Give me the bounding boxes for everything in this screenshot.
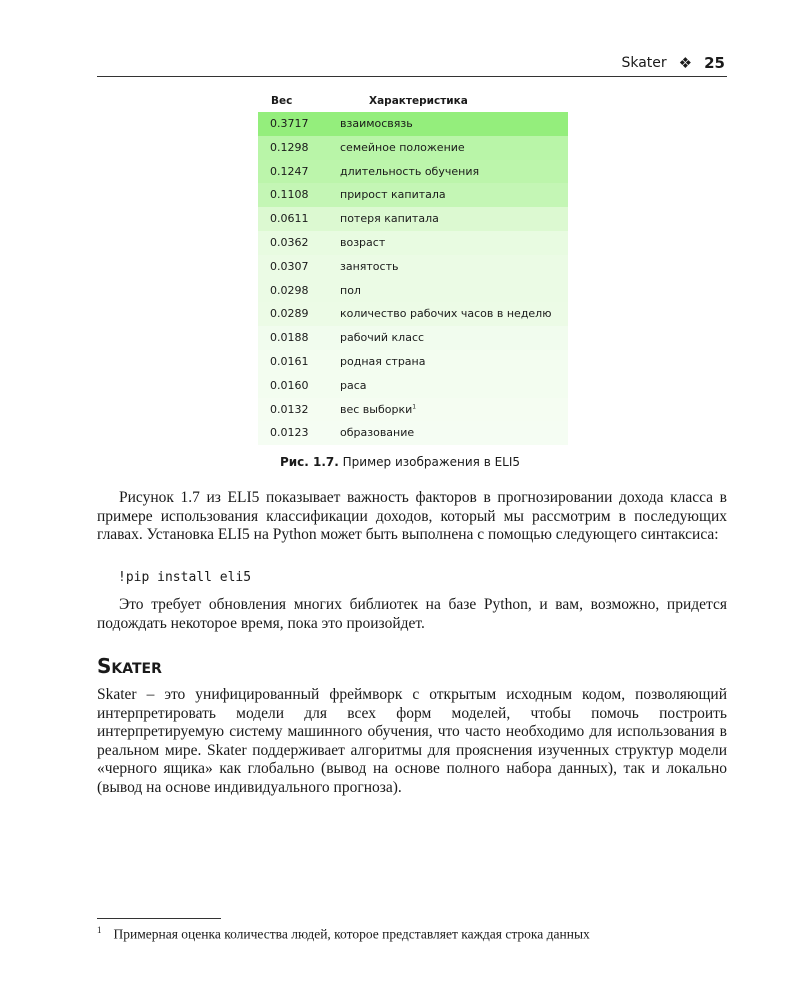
- footnote: [97, 925, 737, 943]
- feature-label: занятость: [340, 259, 399, 273]
- feature-name: [340, 260, 398, 273]
- feature-label: рабочий класс: [340, 331, 425, 345]
- weight-value: 0.0132: [270, 402, 309, 416]
- code-install-command: !pip install eli5: [118, 570, 252, 585]
- feature-name: [340, 188, 446, 201]
- figure-caption-text: Пример изображения в ELI5: [338, 455, 521, 469]
- paragraph-eli5-note: Это требует обновления многих библиотек на базе Python, и вам, возможно, придется подождать некоторое время, пока это произойдет.: [97, 596, 727, 632]
- weight-value: 0.3717: [270, 117, 309, 130]
- feature-name: [340, 403, 416, 416]
- feature-name: [340, 284, 361, 297]
- separator-icon: ❖: [678, 54, 693, 72]
- weight-value: 0.1108: [270, 188, 309, 202]
- feature-label: количество рабочих часов в неделю: [340, 307, 552, 321]
- footnote-number: 1: [97, 925, 102, 935]
- section-heading-skater: Skater: [97, 654, 162, 678]
- feature-label: взаимосвязь: [340, 117, 413, 130]
- feature-name: [340, 355, 425, 368]
- feature-label: пол: [340, 283, 361, 297]
- table-header: [258, 92, 568, 112]
- table-row: [258, 302, 568, 326]
- feature-label: семейное положение: [340, 140, 465, 154]
- weight-value: 0.0161: [270, 354, 309, 368]
- weight-value: 0.0298: [270, 283, 309, 297]
- table-row: [258, 374, 568, 398]
- feature-name: [340, 212, 439, 225]
- weight-value: 0.0362: [270, 235, 309, 249]
- feature-name: [340, 426, 414, 439]
- feature-weights-table: [258, 92, 568, 445]
- feature-label: родная страна: [340, 354, 426, 368]
- feature-name: [340, 165, 479, 178]
- feature-name: [340, 379, 367, 392]
- weight-value: 0.0611: [270, 212, 309, 226]
- feature-label: вес выборки: [340, 402, 413, 416]
- feature-name: [340, 117, 413, 130]
- weight-value: 0.1298: [270, 140, 309, 154]
- weight-value: 0.0123: [270, 426, 309, 440]
- running-section-title: Skater: [621, 55, 667, 71]
- table-row: [258, 207, 568, 231]
- feature-name: [340, 331, 424, 344]
- table-row: [258, 279, 568, 303]
- column-header-feature: Характеристика: [369, 95, 468, 107]
- figure-caption: [0, 455, 800, 469]
- paragraph-skater-description: Skater – это унифицированный фреймворк с открытым исходным кодом, позволяющий интерпретировать модели для всех форм моделей, чтобы помочь построить интерпретируемую систему машинного обучения, что часто необходимо для использования в реальном мире. Skater поддерживает алгоритмы для прояснения изученных структур модели «черного ящика» как глобально (вывод на основе полного набора данных), так и локально (вывод на основе индивидуального прогноза).: [97, 686, 727, 796]
- page-header: [97, 52, 727, 77]
- page-number: 25: [704, 54, 725, 72]
- weight-value: 0.0289: [270, 307, 309, 321]
- weight-value: 0.1247: [270, 164, 309, 178]
- table-row: [258, 326, 568, 350]
- table-row: [258, 255, 568, 279]
- column-header-weight: Вес: [271, 95, 293, 107]
- weight-value: 0.0160: [270, 378, 309, 392]
- footnote-text: Примерная оценка количества людей, которое представляет каждая строка данных: [113, 926, 590, 942]
- table-body: [258, 112, 568, 445]
- feature-name: [340, 236, 385, 249]
- feature-label: образование: [340, 426, 415, 440]
- table-row: [258, 398, 568, 422]
- footnote-mark: 1: [412, 402, 417, 410]
- footnote-divider: [97, 918, 221, 919]
- feature-name: [340, 307, 551, 320]
- table-row: [258, 160, 568, 184]
- figure-caption-label: Рис. 1.7.: [279, 455, 339, 469]
- table-row: [258, 136, 568, 160]
- table-row: [258, 421, 568, 445]
- table-row: [258, 183, 568, 207]
- paragraph-eli5-description: Рисунок 1.7 из ELI5 показывает важность факторов в прогнозировании дохода класса в примере использования классификации доходов, который мы рассмотрим в последующих главах. Установка ELI5 на Python может быть выполнена с помощью следующего синтаксиса:: [97, 489, 727, 543]
- table-row: [258, 350, 568, 374]
- feature-label: возраст: [340, 235, 386, 249]
- table-row: [258, 231, 568, 255]
- feature-label: раса: [340, 378, 367, 392]
- feature-label: прирост капитала: [340, 188, 446, 202]
- weight-value: 0.0307: [270, 259, 309, 273]
- table-row: [258, 112, 568, 136]
- feature-label: потеря капитала: [340, 212, 439, 226]
- feature-name: [340, 141, 465, 154]
- weight-value: 0.0188: [270, 331, 309, 345]
- feature-label: длительность обучения: [340, 164, 480, 178]
